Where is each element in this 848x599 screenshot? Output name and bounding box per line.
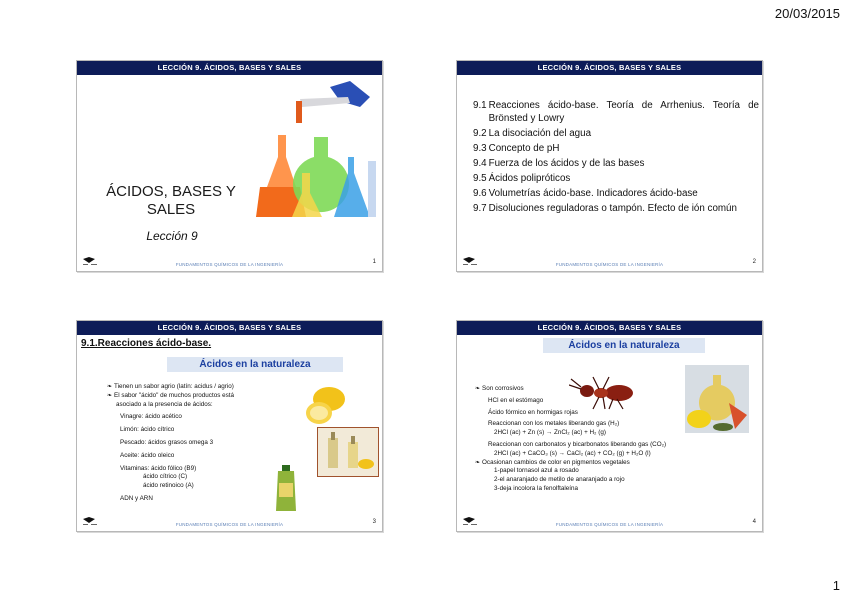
red-ant-image — [569, 375, 639, 411]
slide-number: 4 — [752, 519, 756, 525]
footer-text: FUNDAMENTOS QUÍMICOS DE LA INGENIERÍA — [175, 522, 284, 527]
slide-subtitle: Lección 9 — [146, 229, 198, 243]
slide-number: 3 — [372, 519, 376, 525]
page-number: 1 — [832, 578, 840, 593]
slide-header: LECCIÓN 9. ÁCIDOS, BASES Y SALES — [457, 61, 762, 75]
page-date: 20/03/2015 — [774, 6, 840, 21]
olive-oil-bottle-image — [273, 463, 299, 513]
slide-footer — [457, 516, 762, 528]
section-title: 9.1.Reacciones ácido-base. — [81, 338, 212, 349]
lab-flasks-image — [230, 77, 380, 227]
list-item: 9.2 La disociación del agua — [473, 128, 592, 139]
list-item: 9.3 Concepto de pH — [473, 143, 560, 154]
slide-body: ❧ Tienen un sabor agrio (latín: acidus / agrio) ❧ El sabor "ácido" de muchos productos está asociado a la presencia de ácidos: Vinagre: ácido acético Limón: ácido cítrico Pescado: ácidos grasos omega 3 Aceite: ácido oleico Vitaminas: ácido fólico (B9) ácido cítrico (C) ácido retinoico (A) ADN y ARN — [107, 383, 234, 504]
slide-number: 2 — [752, 259, 756, 265]
section-banner: Ácidos en la naturaleza — [543, 338, 705, 353]
footer-text: FUNDAMENTOS QUÍMICOS DE LA INGENIERÍA — [175, 262, 284, 267]
slide-body: ❧ Son corrosivos HCl en el estómago Ácido fórmico en hormigas rojas Reaccionan con los metales liberando gas (H₂) 2HCl (ac) + Zn (s) → ZnCl₂ (ac) + H₂ (g) Reaccionan con carbonatos y bicarbonatos liberando gas (CO₂) 2HCl (ac) + CaCO₃ (s) → CaCl₂ (ac) + CO₂ (g) + H₂O (l) ❧ Ocasionan cambios de color en pigmentos vegetales 1-papel tornasol azul a rosado 2-el anaranjado de metilo de anaranjado a rojo 3-deja incolora la fenolftaleína — [475, 385, 666, 494]
vinegar-oil-image — [317, 427, 379, 477]
slide-number: 1 — [372, 259, 376, 265]
slide-1 — [76, 60, 383, 272]
slide-2 — [456, 60, 763, 272]
list-item: 9.4 Fuerza de los ácidos y de las bases — [473, 158, 645, 169]
slide-footer — [77, 516, 382, 528]
slide-footer — [457, 256, 762, 268]
list-item: 9.7 Disoluciones reguladoras o tampón. Efecto de ión común — [473, 203, 737, 214]
slide-header: LECCIÓN 9. ÁCIDOS, BASES Y SALES — [77, 61, 382, 75]
slide-footer — [77, 256, 382, 268]
section-banner: Ácidos en la naturaleza — [167, 357, 343, 372]
footer-text: FUNDAMENTOS QUÍMICOS DE LA INGENIERÍA — [555, 522, 664, 527]
lemons-image — [303, 385, 347, 425]
slide-title: ÁCIDOS, BASES Y SALES — [106, 183, 236, 218]
list-item: 9.1 Reacciones ácido-base. Teoría de Arrhenius. Teoría de Brönsted y Lowry — [473, 100, 759, 124]
lemon-oil-image — [685, 365, 749, 433]
slide-3 — [76, 320, 383, 532]
list-item: 9.6 Volumetrías ácido-base. Indicadores ácido-base — [473, 188, 698, 199]
list-item: 9.5 Ácidos polipróticos — [473, 173, 571, 184]
contents-list — [473, 99, 759, 217]
slide-header: LECCIÓN 9. ÁCIDOS, BASES Y SALES — [457, 321, 762, 335]
slide-header: LECCIÓN 9. ÁCIDOS, BASES Y SALES — [77, 321, 382, 335]
slide-4 — [456, 320, 763, 532]
footer-text: FUNDAMENTOS QUÍMICOS DE LA INGENIERÍA — [555, 262, 664, 267]
